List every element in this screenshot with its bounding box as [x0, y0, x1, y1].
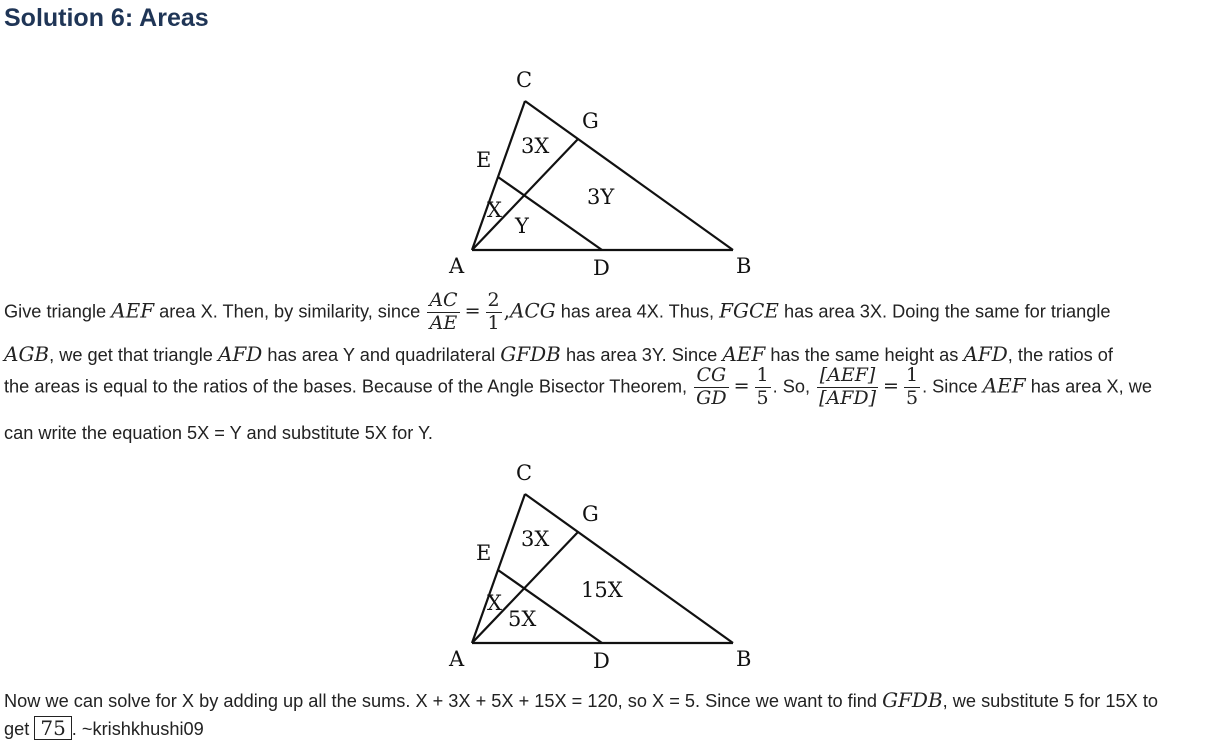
region-label-mid: Y [515, 214, 529, 238]
equals-sign: = [733, 375, 750, 398]
math-aef: AEF [982, 373, 1026, 398]
fraction-aef-afd [817, 366, 878, 409]
text: has area Y and quadrilateral [262, 345, 501, 365]
answer-box: 75 [34, 716, 71, 740]
fraction-cg-gd [694, 366, 728, 409]
paragraph-2-line-1 [4, 688, 1158, 712]
text: has area 3X. Doing the same for triangle [778, 301, 1111, 322]
text: has area 4X. Thus, [555, 301, 720, 322]
point-label-a: A [449, 647, 465, 671]
triangle-figure-2 [440, 458, 770, 678]
math-acg: ACG [509, 298, 556, 323]
math-aef: AEF [722, 342, 766, 366]
comma: , [503, 298, 510, 323]
point-label-b: B [736, 647, 752, 671]
region-label-mid: 5X [508, 607, 537, 631]
equals-sign: = [883, 375, 899, 398]
fraction-denominator: 5 [905, 386, 919, 409]
fraction-2-1 [486, 291, 502, 334]
text: . Since [922, 376, 983, 397]
paragraph-1-line-3 [4, 366, 1152, 409]
point-label-d: D [593, 256, 610, 280]
text: . ~krishkhushi09 [71, 719, 204, 739]
fraction-numerator: CG [694, 366, 728, 388]
text: has area 3Y. Since [560, 345, 723, 365]
math-afd: AFD [217, 342, 263, 366]
region-label-top: 3X [521, 134, 550, 158]
text: get [4, 719, 35, 739]
math-agb: AGB [4, 342, 50, 366]
math-aef: AEF [111, 298, 155, 323]
fraction-numerator: 1 [905, 364, 919, 386]
text: , we substitute 5 for 15X to [942, 691, 1158, 711]
triangle-diagram-1 [440, 65, 770, 285]
segment-CB [525, 101, 733, 250]
math-gfdb: GFDB [882, 688, 943, 712]
text: has area X, we [1025, 376, 1153, 397]
point-label-a: A [449, 254, 465, 278]
triangle-figure-1 [440, 65, 770, 285]
segment-CB [525, 494, 733, 643]
fraction-denominator: 1 [487, 311, 500, 334]
equals-sign: = [464, 300, 481, 323]
text: can write the equation 5X = Y and substitute 5X for Y. [4, 423, 433, 443]
triangle-diagram-2 [440, 458, 770, 678]
text: . So, [772, 376, 816, 397]
math-afd: AFD [963, 342, 1008, 366]
paragraph-1-line-2 [4, 342, 1113, 366]
point-label-c: C [516, 461, 533, 485]
paragraph-2-line-2 [4, 716, 204, 740]
fraction-denominator: GD [696, 386, 727, 409]
point-label-g: G [582, 502, 599, 526]
paragraph-1-line-1 [4, 291, 1111, 334]
fraction-denominator: 5 [756, 386, 769, 409]
fraction-numerator: 2 [487, 289, 500, 311]
point-label-e: E [476, 148, 492, 172]
math-fgce: FGCE [719, 298, 779, 323]
text: area X. Then, by similarity, since [154, 301, 426, 322]
fraction-ac-ae [427, 291, 459, 334]
fraction-numerator: AC [429, 289, 458, 311]
text: the areas is equal to the ratios of the bases. Because of the Angle Bisector Theorem, [4, 376, 693, 397]
region-label-right: 15X [581, 578, 623, 602]
fraction-1-5 [904, 366, 920, 409]
point-label-d: D [593, 649, 610, 673]
region-label-right: 3Y [587, 185, 615, 209]
fraction-1-5 [755, 366, 771, 409]
text: , we get that triangle [49, 345, 218, 365]
paragraph-1-line-4 [4, 423, 433, 444]
point-label-c: C [516, 68, 533, 92]
region-label-left: X [487, 198, 502, 222]
page-title: Solution 6: Areas [4, 4, 209, 32]
point-label-e: E [476, 541, 492, 565]
point-label-b: B [736, 254, 752, 278]
math-gfdb: GFDB [500, 342, 561, 366]
fraction-denominator: AE [429, 311, 458, 334]
point-label-g: G [582, 109, 599, 133]
text: Give triangle [4, 301, 112, 322]
text: , the ratios of [1007, 345, 1113, 365]
fraction-denominator: [AFD] [819, 386, 877, 409]
text: Now we can solve for X by adding up all the sums. X + 3X + 5X + 15X = 120, so X = 5. Since we want to find [4, 691, 883, 711]
region-label-left: X [487, 591, 502, 615]
fraction-numerator: 1 [756, 364, 769, 386]
fraction-numerator: [AEF] [817, 366, 878, 388]
region-label-top: 3X [521, 527, 550, 551]
text: has the same height as [765, 345, 964, 365]
